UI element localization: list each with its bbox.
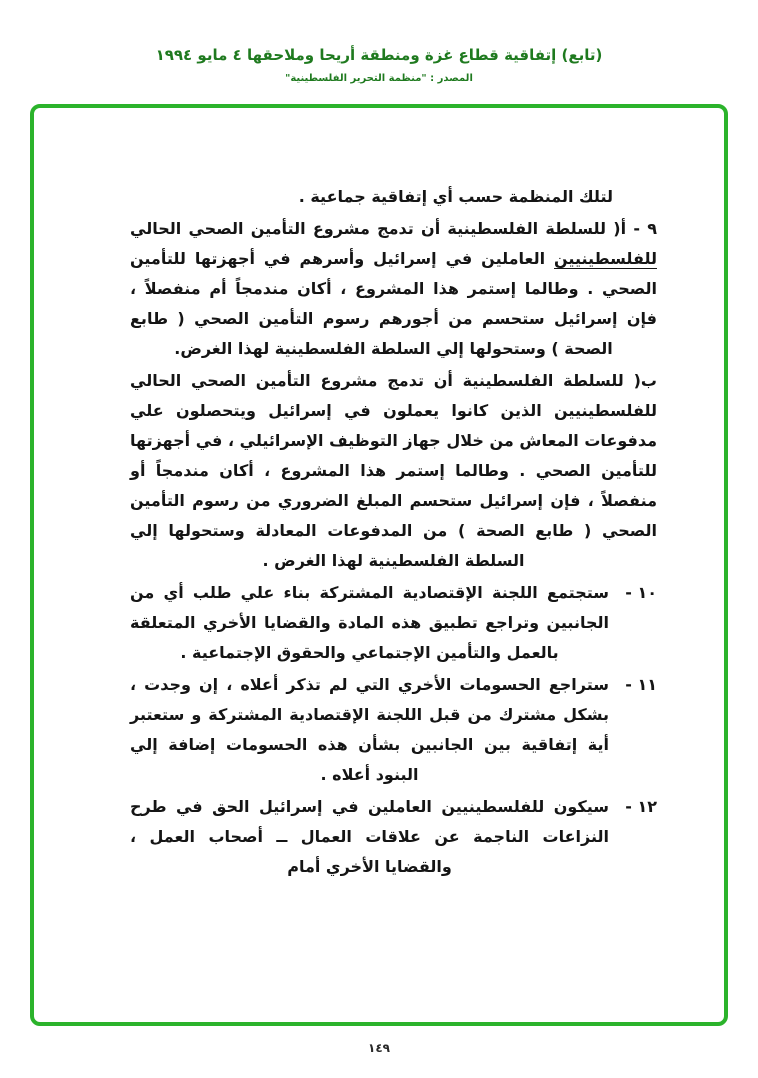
paragraph-12-marker: ١٢ - [625, 797, 657, 816]
paragraph-11-marker: ١١ - [625, 675, 657, 694]
paragraph-11 [130, 670, 657, 790]
paragraph-9b [130, 366, 657, 576]
paragraph-9a-text-end: العاملين في إسرائيل وأسرهم في أجهزتها للتأمين الصحي . وطالما إستمر هذا المشروع ، أكان مندمجاً أم منفصلاً ، فإن إسرائيل ستحسم من أجورهم رسوم التأمين الصحي ( طابع الصحة ) وستحولها إلي السلطة الفلسطينية لهذا الغرض. [130, 249, 657, 358]
paragraph-12-text: سيكون للفلسطينيين العاملين في إسرائيل الحق في طرح النزاعات الناجمة عن علاقات العمال ــ أصحاب العمل ، والقضايا الأخري أمام [130, 797, 609, 876]
paragraph-10-text: ستجتمع اللجنة الإقتصادية المشتركة بناء علي طلب أي من الجانبين وتراجع تطبيق هذه المادة والقضايا الأخري المتعلقة بالعمل والتأمين الإجتماعي والحقوق الإجتماعية . [130, 583, 609, 662]
paragraph-9a-underlined-word: للفلسطينيين [554, 249, 657, 268]
page-header-source-line: المصدر : "منظمة التحرير الفلسطينية" [285, 73, 473, 84]
paragraph-9b-marker: ب( [623, 371, 657, 390]
paragraph-10 [130, 578, 657, 668]
paragraph-9a-marker: ٩ - أ( [606, 219, 657, 238]
paragraph-11-text: ستراجع الحسومات الأخري التي لم تذكر أعلاه ، إن وجدت ، بشكل مشترك من قبل اللجنة الإقتصادية المشتركة و ستعتبر أية إتفاقية بين الجانبين بشأن هذه الحسومات إضافة إلي البنود أعلاه . [130, 675, 609, 784]
page-header-title: (تابع) إتفاقية قطاع غزة ومنطقة أريحا وملاحقها ٤ مايو ١٩٩٤ [155, 46, 603, 64]
paragraph-9a-text-start: للسلطة الفلسطينية أن تدمج مشروع التأمين الصحي الحالي [130, 219, 607, 238]
paragraph-10-marker: ١٠ - [625, 583, 657, 602]
paragraph-9b-text: للسلطة الفلسطينية أن تدمج مشروع التأمين الصحي الحالي للفلسطينيين الذين كانوا يعملون في إسرائيل ويتحصلون علي مدفوعات المعاش من خلال جهاز التوظيف الإسرائيلي ، في أجهزتها للتأمين الصحي . وطالما إستمر هذا المشروع ، أكان مندمجاً أو منفصلاً ، فإن إسرائيل ستحسم المبلغ الضروري من رسوم التأمين الصحي ( طابع الصحة ) من المدفوعات المعادلة وستحولها إلي السلطة الفلسطينية لهذا الغرض . [130, 371, 657, 570]
paragraph-9a [130, 214, 657, 364]
paragraph-12 [130, 792, 657, 882]
page-number: ١٤٩ [368, 1041, 390, 1055]
document-body [130, 182, 657, 884]
intro-continuation-line: لتلك المنظمة حسب أي إتفاقية جماعية . [298, 187, 613, 206]
